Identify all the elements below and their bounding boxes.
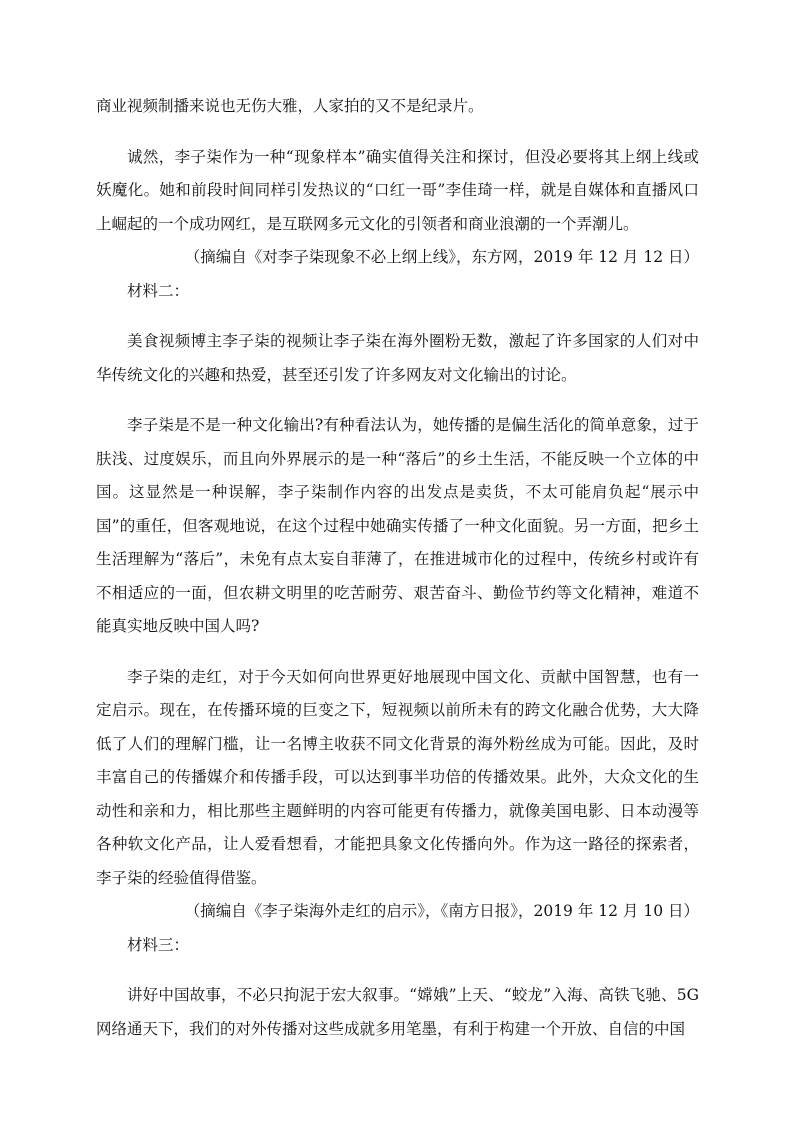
document-body [96, 90, 699, 1046]
paragraph-continuation: 商业视频制播来说也无伤大雅，人家拍的又不是纪录片。 [96, 97, 484, 115]
section-heading-material-3: 材料三： [127, 935, 190, 954]
section-heading-material-2: 材料二： [127, 281, 190, 300]
paragraph-inspiration: 李子柒的走红，对于今天如何向世界更好地展现中国文化、贡献中国智慧，也有一定启示。现在，在传播环境的巨变之下，短视频以前所未有的跨文化融合优势，大大降低了人们的理解门槛，让一名博主收获不同文化背景的海外粉丝成为可能。因此，及时丰富自己的传播媒介和传播手段，可以达到事半功倍的传播效果。此外，大众文化的生动性和亲和力，相比那些主题鲜明的内容可能更有传播力，就像美国电影、日本动漫等各种软文化产品，让人爱看想看，才能把具象文化传播向外。作为这一路径的探索者，李子柒的经验值得借鉴。 [96, 667, 699, 887]
paragraph-commentary: 诚然，李子柒作为一种“现象样本”确实值得关注和探讨，但没必要将其上纲上线或妖魔化。她和前段时间同样引发热议的“口红一哥”李佳琦一样，就是自媒体和直播风口上崛起的一个成功网红，是互联网多元文化的引领者和商业浪潮的一个弄潮儿。 [96, 147, 699, 233]
paragraph-material-2-intro: 美食视频博主李子柒的视频让李子柒在海外圈粉无数，激起了许多国家的人们对中华传统文化的兴趣和热爱，甚至还引发了许多网友对文化输出的讨论。 [96, 332, 699, 384]
paragraph-china-story: 讲好中国故事，不必只拘泥于宏大叙事。“嫦娥”上天、“蛟龙”入海、高铁飞驰、5G 网络通天下，我们的对外传播对这些成就多用笔墨，有利于构建一个开放、自信的中国 [96, 986, 699, 1038]
paragraph-cultural-output: 李子柒是不是一种文化输出?有种看法认为，她传播的是偏生活化的简单意象，过于肤浅、过度娱乐，而且向外界展示的是一种“落后”的乡土生活，不能反映一个立体的中国。这显然是一种误解，李子柒制作内容的出发点是卖货，不太可能肩负起“展示中国”的重任，但客观地说，在这个过程中她确实传播了一种文化面貌。另一方面，把乡土生活理解为“落后”，未免有点太妄自菲薄了，在推进城市化的过程中，传统乡村或许有不相适应的一面，但农耕文明里的吃苦耐劳、艰苦奋斗、勤俭节约等文化精神，难道不能真实地反映中国人吗? [96, 416, 699, 635]
source-citation-2: （摘编自《李子柒海外走红的启示》，《南方日报》，2019 年 12 月 10 日） [184, 902, 699, 920]
source-citation-1: （摘编自《对李子柒现象不必上纲上线》，东方网，2019 年 12 月 12 日） [184, 248, 699, 266]
